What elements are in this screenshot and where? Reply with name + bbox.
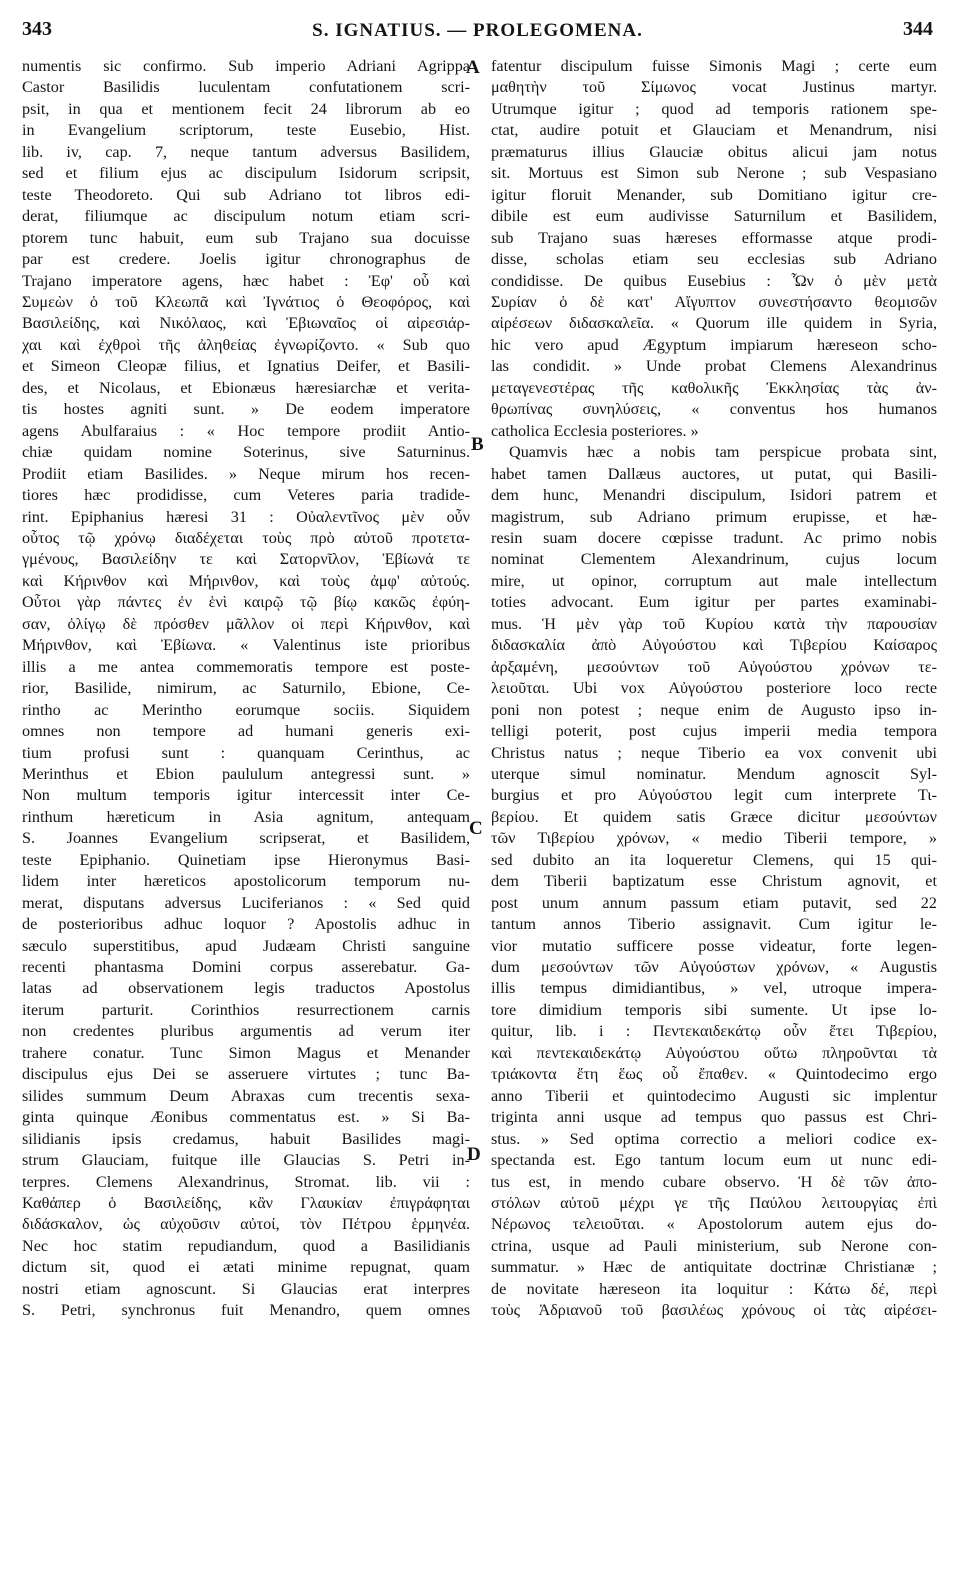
text-line: Non multum temporis igitur intercessit inter Ce-	[22, 786, 470, 805]
text-line: merat, disputans adversus Luciferianos : « Sed quid	[22, 893, 470, 912]
text-line: tus est, in mendo cubare observo. Ἡ δὲ τῶν ἀπο-	[491, 1172, 937, 1191]
text-line: Christus natus ; neque Tiberio ea vox convenit ubi	[491, 743, 937, 762]
margin-marker-d: D	[467, 1144, 481, 1165]
text-line: rintho ac Merintho eorumque sociis. Siquidem	[22, 700, 470, 719]
page-number-right: 344	[903, 18, 933, 40]
text-line: dictum sit, quod ei ætati minime repugnat, quam	[22, 1258, 470, 1277]
text-line: dum μεσούντων τῶν Αὐγούστων χρόνων, « Augustis	[491, 958, 937, 977]
text-line: disse, scholas etiam seu ecclesias sub Adriano	[491, 250, 937, 269]
text-line: καὶ πεντεκαιδεκάτῳ Αὐγούστου οὕτω πληροῦνται τὰ	[491, 1043, 937, 1062]
text-line: ctat, audire potuit et Glauciam et Menandrum, nisi	[491, 121, 937, 140]
text-line: magistrum, sub Adriano primum erupisse, et hæ-	[491, 507, 937, 526]
text-line: silides summum Deum Abraxas cum trecentis sexa-	[22, 1086, 470, 1105]
margin-marker-c: C	[469, 818, 483, 839]
text-line: μαθητὴν τοῦ Σίμωνος vocat Justinus martyr.	[491, 78, 937, 97]
text-line: sit. Mortuus est Simon sub Nerone ; sub Vespasiano	[491, 164, 937, 183]
text-line: quitur, lib. i : Πεντεκαιδεκάτῳ οὖν ἔτει Τιβερίου,	[491, 1022, 937, 1041]
text-line: de posterioribus adhuc loquor ? Apostolis adhuc in	[22, 915, 470, 934]
text-line: las condidit. » Unde probat Clemens Alexandrinus	[491, 357, 937, 376]
text-line: γμένους, Βασιλείδην τε καὶ Σατορνῖλον, Ἐβίωνά τε	[22, 550, 470, 569]
text-line: teste Theodoreto. Qui sub Adriano tot libros edi-	[22, 185, 470, 204]
text-line: hic vero apud Ægyptum impiarum hæreseon scho-	[491, 335, 937, 354]
text-line: fatentur discipulum fuisse Simonis Magi ; certe eum	[491, 57, 937, 75]
text-line: vior mutatio sufficere posse videatur, forte legen-	[491, 936, 937, 955]
text-line: catholica Ecclesia posteriores. »	[491, 421, 699, 440]
text-line: nominat Clementem Alexandrinum, cujus locum	[491, 550, 937, 569]
text-line: præmaturus illius Glauciæ obitus alicui jam notus	[491, 142, 937, 161]
text-line: iterum parturit. Corinthios resurrectionem carnis	[22, 1000, 470, 1019]
text-line: θρωπίνας συνηλύσεις, « conventus hos humanos	[491, 400, 937, 419]
text-line: agens Abulfaraius : « Hoc tempore prodiit Antio-	[22, 421, 470, 440]
text-line: Quamvis hæc a nobis tam perspicue probata sint,	[509, 443, 937, 462]
text-line: σαν, ὀλίγῳ δὲ πρόσθεν μᾶλλον οἱ περὶ Κήρινθον, καὶ	[22, 614, 470, 633]
text-line: Βασιλείδης, καὶ Νικόλαος, καὶ Ἐβιωναῖος οἱ αἱρεσιάρ-	[22, 314, 470, 333]
text-line: ctrina, usque ad Pauli ministerium, sub Nerone con-	[491, 1236, 937, 1255]
text-line: spectanda est. Ego tantum locum eum ut nunc edi-	[491, 1151, 937, 1170]
text-line: stus. » Sed optima correctio a meliori codice ex-	[491, 1129, 937, 1148]
text-line: βερίου. Et quidem satis Græce dicitur μεσούντων	[491, 807, 937, 826]
text-line: Prodiit etiam Basilides. » Neque mirum hos recen-	[22, 464, 470, 483]
text-line: mire, ut opinor, corruptum aut male intellectum	[491, 571, 937, 590]
text-line: Utrumque igitur ; quod ad temporis rationem spe-	[491, 99, 937, 118]
text-line: nostri etiam agnoscunt. Si Glaucias erat interpres	[22, 1279, 470, 1298]
text-line: dem Tiberii baptizatum esse Christum agnovit, et	[491, 872, 937, 891]
text-line: sed et filium ejus ac discipulum Isidorum scripsit,	[22, 164, 470, 183]
text-line: et Simeon Cleopæ filius, et Ignatius Deifer, et Basili-	[22, 357, 470, 376]
text-line: in Evangelium scriptorum, teste Eusebio, Hist.	[22, 121, 470, 140]
text-line: διδάσκαλον, ὡς αὐχοῦσιν αὐτοί, τὸν Πέτρου ἑρμηνέα.	[22, 1215, 470, 1234]
text-line: Castor Basilidis luculentam confutationem scri-	[22, 78, 470, 97]
text-line: post unum annum passum etiam putavit, sed 22	[491, 893, 937, 912]
text-line: rinthum hæreticum in Asia agnitum, antequam	[22, 807, 470, 826]
left-column	[22, 56, 470, 1322]
page-number-left: 343	[22, 18, 52, 40]
text-line: διδασκαλία ἀπὸ Αὐγούστου καὶ Τιβερίου Καίσαρος	[491, 636, 937, 655]
text-line: teste Epiphanio. Quinetiam ipse Hieronymus Basi-	[22, 850, 470, 869]
text-line: non credentes pluribus argumentis ad verum iter	[22, 1022, 470, 1041]
text-line: silidianis ipsis credamus, habuit Basilides magi-	[22, 1129, 470, 1148]
text-line: burgius et pro Αὐγούστου legit cum interprete Τι-	[491, 786, 937, 805]
text-line: chiæ quidam nomine Soterinus, sive Saturninus.	[22, 443, 470, 462]
text-line: condidisse. De quibus Eusebius : Ὧν ὁ μὲν μετὰ	[491, 271, 937, 290]
text-line: tantum annos Tiberio assignavit. Cum igitur le-	[491, 915, 937, 934]
text-line: resin suam docere cœpisse tradunt. Ac primo nobis	[491, 528, 937, 547]
text-line: ginta quinque Æonibus commentatus est. » Si Ba-	[22, 1108, 470, 1127]
text-line: par est credere. Joelis igitur chronographus de	[22, 250, 470, 269]
text-line: αἱρέσεων διδασκαλεῖα. « Quorum ille quidem in Syria,	[491, 314, 937, 333]
text-line: καὶ Κήρινθον καὶ Μήρινθον, καὶ τοὺς ἀμφ' αὐτούς.	[22, 571, 470, 590]
text-line: psit, in qua et mentionem fecit 24 librorum ab eo	[22, 99, 470, 118]
text-line: mus. Ἡ μὲν γὰρ τοῦ Κυρίου κατὰ τὴν παρουσίαν	[491, 614, 937, 633]
text-line: Καθάπερ ὁ Βασιλείδης, κἂν Γλαυκίαν ἐπιγράφηται	[22, 1194, 470, 1213]
text-line: igitur floruit Menander, sub Domitiano igitur cre-	[491, 185, 937, 204]
text-line: tore dimidium temporis sibi sumente. Ut ipse lo-	[491, 1000, 937, 1019]
text-line: sed dubito an ita loqueretur Clemens, qui 15 qui-	[491, 850, 937, 869]
text-line: discipulus ejus Dei se asseruere virtutes ; tunc Ba-	[22, 1065, 470, 1084]
text-line: summatur. » Hæc de antiquitate doctrinæ Christianæ ;	[491, 1258, 937, 1277]
text-line: lib. iv, cap. 7, neque tantum adversus Basilidem,	[22, 142, 470, 161]
text-line: triginta anni usque ad tempus quo passus est Chri-	[491, 1108, 937, 1127]
text-line: Νέρωνος τελειοῦται. « Apostolorum autem ejus do-	[491, 1215, 937, 1234]
text-line: tis hostes agniti sunt. » De eodem imperatore	[22, 400, 470, 419]
text-line: lidem inter hæreticos apostolicorum temporum nu-	[22, 872, 470, 891]
text-line: des, et Nicolaus, et Ebionæus hæresiarchæ et verita-	[22, 378, 470, 397]
text-line: S. Petri, synchronus fuit Menandro, quem omnes	[22, 1301, 470, 1320]
text-line: rint. Epiphanius hæresi 31 : Οὐαλεντῖνος μὲν οὖν	[22, 507, 470, 526]
text-line: rior, Basilide, nimirum, ac Saturnilo, Ebione, Ce-	[22, 679, 470, 698]
text-line: poni non potest ; neque enim de Augusto ipso in-	[491, 700, 937, 719]
text-line: recenti phantasma Domini corpus asserebatur. Ga-	[22, 958, 470, 977]
text-line: terpres. Clemens Alexandrinus, Stromat. lib. vii :	[22, 1172, 470, 1191]
text-line: Οὗτοι γὰρ πάντες ἐν ἑνὶ καιρῷ τῷ βίῳ κακῶς ἐφύη-	[22, 593, 470, 612]
text-line: Συρίαν ὁ δὲ κατ' Αἴγυπτον συνεστήσαντο θεομισῶν	[491, 292, 937, 311]
text-line: sæculo superstitibus, apud Judæam Christi sanguine	[22, 936, 470, 955]
text-line: habet tamen Dallæus auctores, ut putat, qui Basili-	[491, 464, 937, 483]
text-line: omnes non tempore ad humani generis exi-	[22, 722, 470, 741]
text-line: dem hunc, Menandri discipulum, Isidori patrem et	[491, 486, 937, 505]
text-line: στόλων αὐτοῦ μέχρι γε τῆς Παύλου λειτουργίας ἐπὶ	[491, 1194, 937, 1213]
text-line: illis tempus dimidiantibus, » vel, utroque impera-	[491, 979, 937, 998]
text-line: toties advocant. Eum igitur per partes examinabi-	[491, 593, 937, 612]
text-line: Συμεὼν ὁ τοῦ Κλεωπᾶ καὶ Ἰγνάτιος ὁ Θεοφόρος, καὶ	[22, 292, 470, 311]
text-line: Trajano imperatore agens, hæc habet : Ἐφ' οὗ καὶ	[22, 271, 470, 290]
text-line: telligi poterit, post cujus imperii media tempora	[491, 722, 937, 741]
text-line: τριάκοντα ἔτη ἕως οὗ ἔπαθεν. « Quintodecimo ergo	[491, 1065, 937, 1084]
text-line: Nec hoc statim repudiandum, quod a Basilidianis	[22, 1236, 470, 1255]
text-line: Merinthus et Ebion paululum antegressi sunt. »	[22, 764, 470, 783]
text-line: tiores hæc prodidisse, cum Veteres paria tradide-	[22, 486, 470, 505]
margin-marker-a: A	[466, 57, 480, 78]
text-line: uterque simul nominatur. Mendum agnoscit Syl-	[491, 764, 937, 783]
text-line: Μήρινθον, καὶ Ἐβίωνα. « Valentinus iste prioribus	[22, 636, 470, 655]
text-line: ἀρξαμένη, μεσούντων τοῦ Αὐγούστου χρόνων τε-	[491, 657, 937, 676]
text-line: οὗτος τῷ χρόνῳ διαδέχεται τοὺς πρὸ αὐτοῦ προτετα-	[22, 528, 470, 547]
margin-marker-b: B	[471, 434, 484, 455]
right-column	[491, 56, 937, 1322]
text-line: de novitate hæreseon ita loquitur : Κάτω δέ, περὶ	[491, 1279, 937, 1298]
text-line: illis a me antea commemoratis tempore est poste-	[22, 657, 470, 676]
text-line: derat, filiumque ac discipulum notum etiam scri-	[22, 207, 470, 226]
text-line: ptorem tunc habuit, eum sub Trajano sua docuisse	[22, 228, 470, 247]
text-line: sub Trajano suas hæreses efformasse atque prodi-	[491, 228, 937, 247]
running-header	[22, 14, 933, 44]
text-line: λειοῦται. Ubi vox Αὐγούστου posteriore loco recte	[491, 679, 937, 698]
text-line: latas ad observationem legis traductos Apostolus	[22, 979, 470, 998]
text-line: anno Tiberii et quintodecimo Augusti sic implentur	[491, 1086, 937, 1105]
running-title: S. IGNATIUS. — PROLEGOMENA.	[312, 20, 643, 41]
text-line: numentis sic confirmo. Sub imperio Adriani Agrippa	[22, 57, 470, 75]
text-line: trahere conatur. Tunc Simon Magus et Menander	[22, 1043, 470, 1062]
text-line: S. Joannes Evangelium scripserat, et Basilidem,	[22, 829, 470, 848]
text-line: dibile est eum audivisse Saturnilum et Basilidem,	[491, 207, 937, 226]
text-line: tium profusi sunt : quanquam Cerinthus, ac	[22, 743, 470, 762]
text-line: μεταγενεστέρας τῆς καθολικῆς Ἐκκλησίας τὰς ἀν-	[491, 378, 937, 397]
text-line: τοὺς Ἀδριανοῦ τοῦ βασιλέως χρόνους οἱ τὰς αἱρέσει-	[491, 1301, 937, 1320]
text-line: τῶν Τιβερίου χρόνων, « medio Tiberii tempore, »	[491, 829, 937, 848]
text-line: χαι καὶ ἐχθροὶ τῆς ἀληθείας ἐγνωρίζοντο. « Sub quo	[22, 335, 470, 354]
text-line: strum Glauciam, fuitque ille Glaucias S. Petri in-	[22, 1151, 470, 1170]
